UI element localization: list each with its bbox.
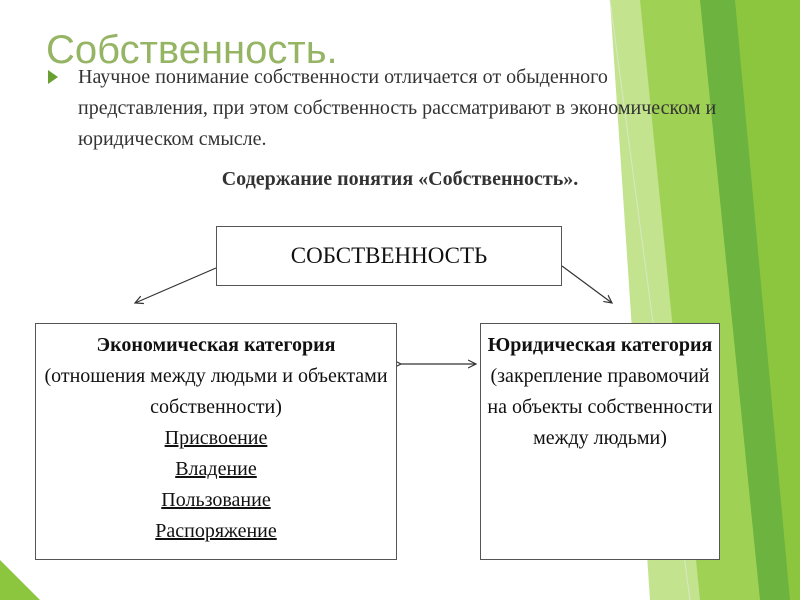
property-box: СОБСТВЕННОСТЬ — [216, 226, 562, 286]
intro-text: Научное понимание собственности отличается от обыденного представления, при этом собственность рассматривают в экономическом и юридическом смысле. — [78, 66, 717, 150]
diagram-subtitle: Содержание понятия «Собственность». — [221, 168, 579, 190]
slide-title: Собственность. — [46, 28, 338, 72]
green-corner-triangle — [0, 560, 40, 600]
bullet-arrow-icon — [48, 70, 58, 84]
legal-category-box — [480, 323, 720, 560]
economic-category-description: (отношения между людьми и объектами собственности) — [44, 365, 388, 418]
intro-paragraph — [40, 62, 740, 155]
economic-item: Распоряжение — [155, 520, 277, 542]
economic-item: Владение — [175, 458, 257, 480]
legal-category-description: (закрепление правомочий на объекты собственности между людьми) — [487, 365, 713, 449]
economic-item: Пользование — [161, 489, 271, 511]
economic-category-box — [35, 323, 397, 560]
legal-category-heading: Юридическая категория — [487, 334, 713, 356]
economic-category-heading: Экономическая категория — [96, 334, 336, 356]
economic-item: Присвоение — [164, 427, 268, 449]
